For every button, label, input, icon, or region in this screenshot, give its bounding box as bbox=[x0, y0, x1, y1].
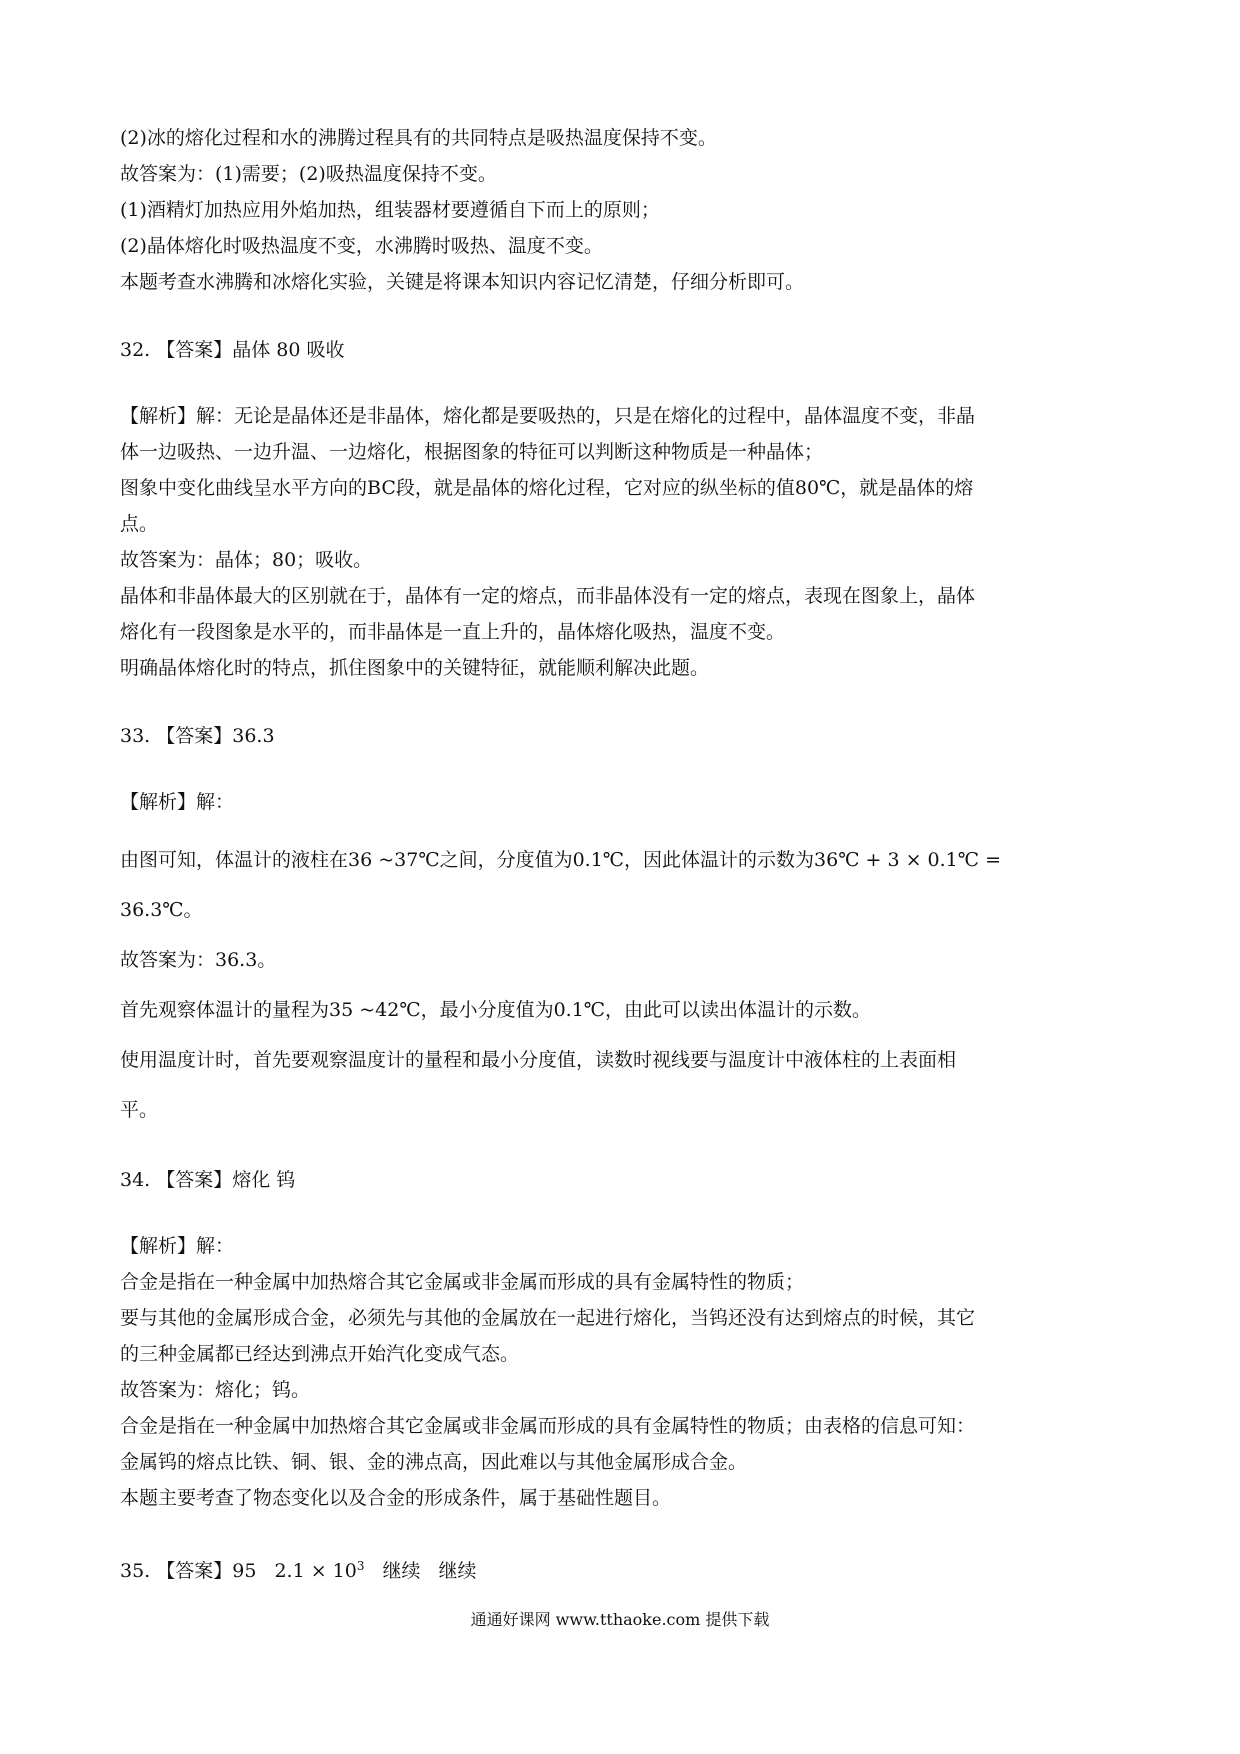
paragraph: 【解析】解： bbox=[120, 791, 235, 813]
paragraph: 体一边吸热、一边升温、一边熔化，根据图象的特征可以判断这种物质是一种晶体； bbox=[120, 441, 824, 463]
answer-word: 继续 bbox=[382, 1560, 421, 1582]
paragraph: 故答案为：(1)需要；(2)吸热温度保持不变。 bbox=[120, 163, 497, 185]
answer-heading-32: 32. 【答案】晶体 80 吸收 bbox=[120, 339, 345, 361]
paragraph: 首先观察体温计的量程为35 ~42℃，最小分度值为0.1℃，由此可以读出体温计的示数。 bbox=[120, 999, 872, 1021]
answer-prefix: 35. 【答案】95 bbox=[120, 1560, 257, 1582]
paragraph: 故答案为：熔化；钨。 bbox=[120, 1379, 311, 1401]
paragraph: 故答案为：36.3。 bbox=[120, 949, 277, 971]
paragraph: 【解析】解： bbox=[120, 1235, 235, 1257]
paragraph: 故答案为：晶体；80；吸收。 bbox=[120, 549, 373, 571]
paragraph: 金属钨的熔点比铁、铜、银、金的沸点高，因此难以与其他金属形成合金。 bbox=[120, 1451, 748, 1473]
answer-heading-34: 34. 【答案】熔化 钨 bbox=[120, 1169, 296, 1191]
paragraph: (2)晶体熔化时吸热温度不变，水沸腾时吸热、温度不变。 bbox=[120, 235, 603, 257]
answer-heading-35 bbox=[120, 1552, 477, 1585]
paragraph: 使用温度计时，首先要观察温度计的量程和最小分度值，读数时视线要与温度计中液体柱的上表面相 bbox=[120, 1049, 957, 1071]
paragraph: (1)酒精灯加热应用外焰加热，组装器材要遵循自下而上的原则； bbox=[120, 199, 660, 221]
paragraph: 熔化有一段图象是水平的，而非晶体是一直上升的，晶体熔化吸热，温度不变。 bbox=[120, 621, 786, 643]
paragraph: 合金是指在一种金属中加热熔合其它金属或非金属而形成的具有金属特性的物质；由表格的信息可知： bbox=[120, 1415, 976, 1437]
paragraph: 36.3℃。 bbox=[120, 899, 203, 921]
paragraph: (2)冰的熔化过程和水的沸腾过程具有的共同特点是吸热温度保持不变。 bbox=[120, 127, 717, 149]
answer-base: 2.1 × 10 bbox=[274, 1560, 357, 1582]
paragraph: 明确晶体熔化时的特点，抓住图象中的关键特征，就能顺利解决此题。 bbox=[120, 657, 710, 679]
paragraph: 平。 bbox=[120, 1099, 159, 1121]
page-footer: 通通好课网 www.tthaoke.com 提供下载 bbox=[470, 1610, 770, 1629]
paragraph: 本题主要考查了物态变化以及合金的形成条件，属于基础性题目。 bbox=[120, 1487, 672, 1509]
paragraph: 【解析】解：无论是晶体还是非晶体，熔化都是要吸热的，只是在熔化的过程中，晶体温度不变，非晶 bbox=[120, 405, 976, 427]
paragraph: 由图可知，体温计的液柱在36 ~37℃之间，分度值为0.1℃，因此体温计的示数为36℃ + 3 × 0.1℃ = bbox=[120, 849, 1001, 871]
paragraph: 要与其他的金属形成合金，必须先与其他的金属放在一起进行熔化，当钨还没有达到熔点的时候，其它 bbox=[120, 1307, 976, 1329]
paragraph: 合金是指在一种金属中加热熔合其它金属或非金属而形成的具有金属特性的物质； bbox=[120, 1271, 805, 1293]
paragraph: 晶体和非晶体最大的区别就在于，晶体有一定的熔点，而非晶体没有一定的熔点，表现在图象上，晶体 bbox=[120, 585, 976, 607]
paragraph: 的三种金属都已经达到沸点开始汽化变成气态。 bbox=[120, 1343, 520, 1365]
paragraph: 本题考查水沸腾和冰熔化实验，关键是将课本知识内容记忆清楚，仔细分析即可。 bbox=[120, 271, 805, 293]
answer-exponent: 3 bbox=[356, 1559, 365, 1573]
paragraph: 点。 bbox=[120, 513, 159, 535]
answer-heading-33: 33. 【答案】36.3 bbox=[120, 725, 275, 747]
answer-word: 继续 bbox=[438, 1560, 477, 1582]
paragraph: 图象中变化曲线呈水平方向的BC段，就是晶体的熔化过程，它对应的纵坐标的值80℃，就是晶体的熔 bbox=[120, 477, 974, 499]
